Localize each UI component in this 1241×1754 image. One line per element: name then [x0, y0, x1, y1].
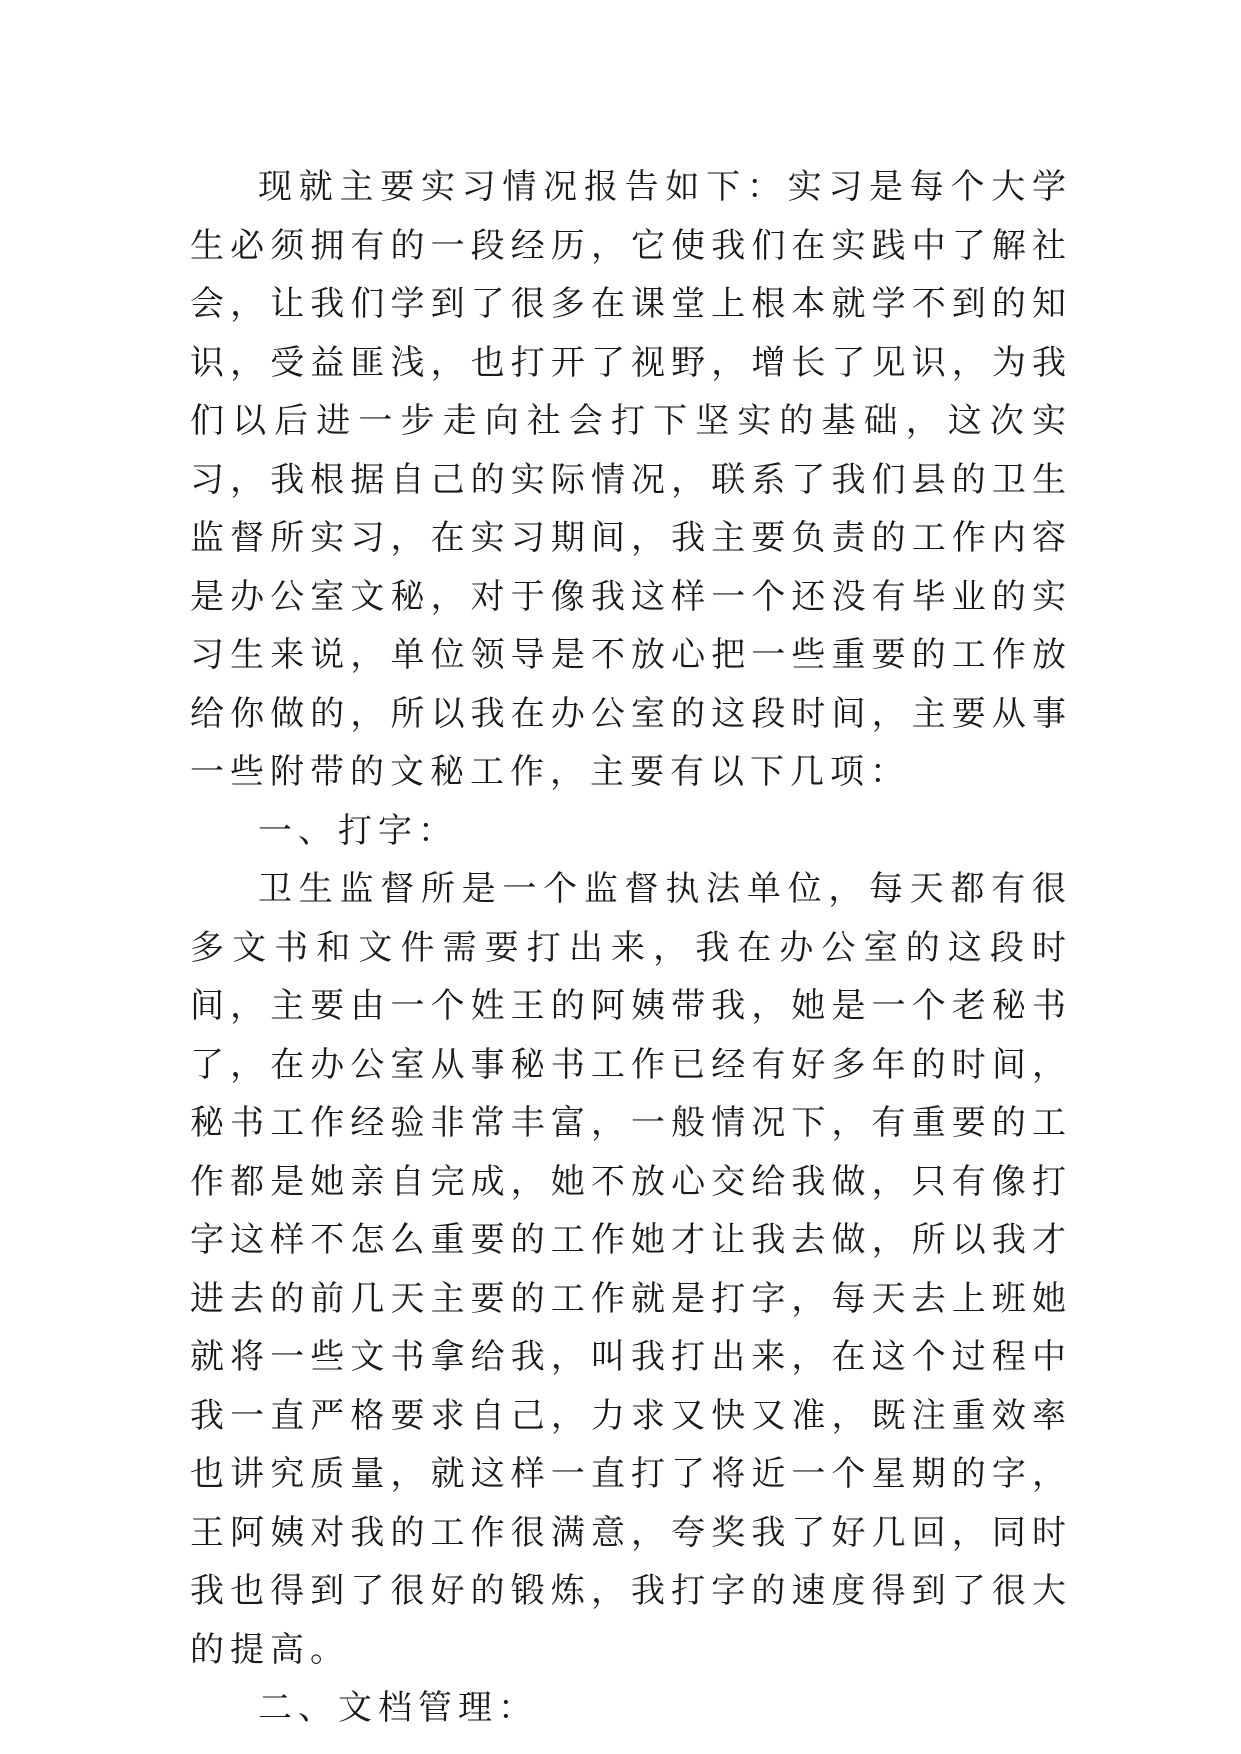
section-heading-document-management: 二、文档管理： — [258, 1688, 538, 1728]
document-body — [190, 158, 1072, 1738]
section-heading-typing: 一、打字： — [258, 810, 458, 851]
paragraph-intro: 现就主要实习情况报告如下：实习是每个大学生必须拥有的一段经历，它使我们在实践中了解社会，让我们学到了很多在课堂上根本就学不到的知识，受益匪浅，也打开了视野，增长了见识，为我们以后进一步走向社会打下坚实的基础，这次实习，我根据自己的实际情况，联系了我们县的卫生监督所实习，在实习期间，我主要负责的工作内容是办公室文秘，对于像我这样一个还没有毕业的实习生来说，单位领导是不放心把一些重要的工作放给你做的，所以我在办公室的这段时间，主要从事一些附带的文秘工作，主要有以下几项： — [190, 167, 1072, 792]
paragraph-typing: 卫生监督所是一个监督执法单位，每天都有很多文书和文件需要打出来，我在办公室的这段时间，主要由一个姓王的阿姨带我，她是一个老秘书了，在办公室从事秘书工作已经有好多年的时间，秘书工作经验非常丰富，一般情况下，有重要的工作都是她亲自完成，她不放心交给我做，只有像打字这样不怎么重要的工作她才让我去做，所以我才进去的前几天主要的工作就是打字，每天去上班她就将一些文书拿给我，叫我打出来，在这个过程中我一直严格要求自己，力求又快又准，既注重效率也讲究质量，就这样一直打了将近一个星期的字，王阿姨对我的工作很满意，夸奖我了好几回，同时我也得到了很好的锻炼，我打字的速度得到了很大的提高。 — [190, 869, 1072, 1670]
